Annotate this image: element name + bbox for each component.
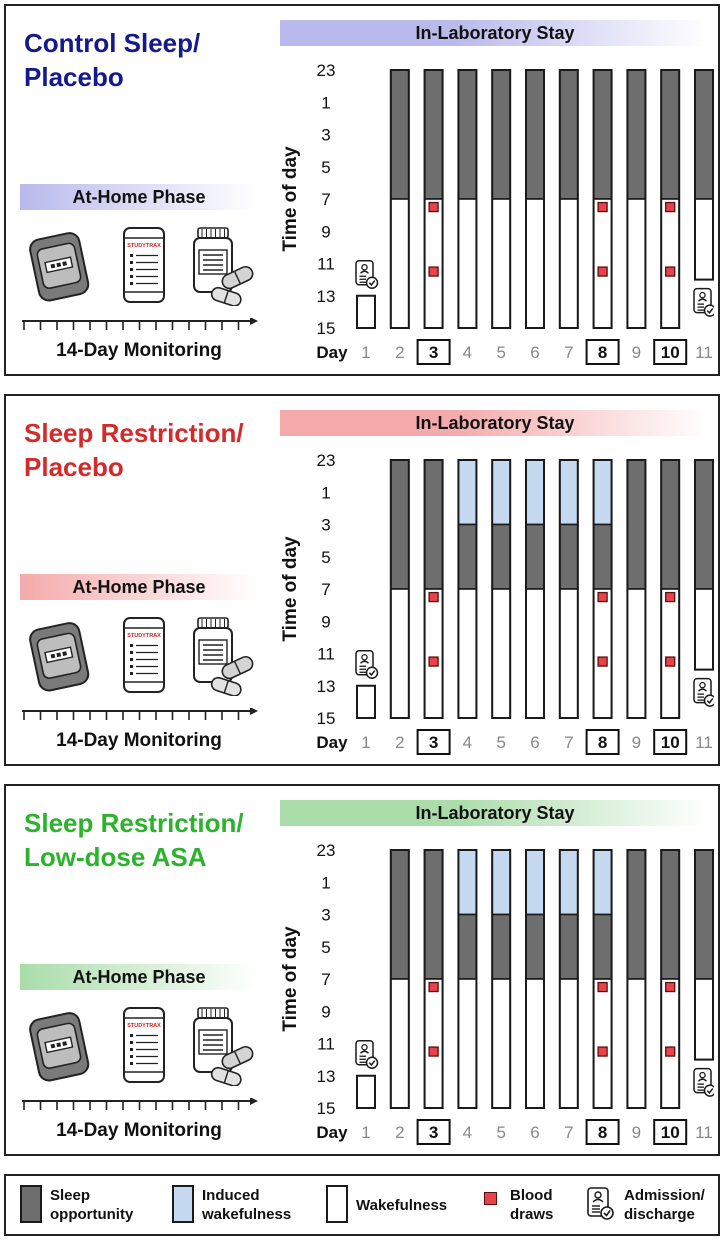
wake-segment: [695, 589, 713, 670]
sleep-segment: [425, 460, 443, 589]
admission-icon: [586, 1186, 614, 1222]
discharge-icon: [694, 679, 714, 707]
day-label: 1: [361, 1123, 371, 1142]
day-column: [391, 850, 409, 1108]
legend: [4, 1174, 720, 1236]
sleep-segment: [492, 70, 510, 199]
in-laboratory-stay-banner: In-Laboratory Stay: [280, 410, 710, 436]
sleep-segment: [492, 525, 510, 590]
condition-title-line2: Placebo: [24, 62, 124, 92]
sleep-segment: [458, 70, 476, 199]
day-label: 1: [361, 343, 371, 362]
day-label: 5: [496, 343, 506, 362]
legend-sleep-label: Sleep opportunity: [50, 1187, 134, 1223]
wake-segment: [627, 199, 645, 328]
wake-segment: [560, 979, 578, 1108]
y-tick-label: 15: [316, 319, 336, 338]
wake-segment: [391, 979, 409, 1108]
day-column: [594, 70, 612, 328]
condition-title: [24, 26, 200, 94]
day-column: [391, 460, 409, 718]
schedule-chart: [270, 52, 714, 368]
legend-blood-swatch: [484, 1192, 497, 1205]
pill-bottle-icon: [194, 618, 255, 696]
y-tick-label: 3: [321, 905, 331, 925]
sleep-segment: [526, 70, 544, 199]
monitoring-label: 14-Day Monitoring: [56, 340, 222, 361]
sleep-segment: [627, 850, 645, 979]
day-label: 4: [462, 733, 473, 752]
legend-wake-label: Wakefulness: [356, 1197, 448, 1214]
pill-bottle-icon: [194, 1008, 255, 1086]
sleep-segment: [594, 915, 612, 980]
day-label: 4: [462, 1123, 473, 1142]
day-label: 3: [428, 343, 439, 362]
schedule-chart: [270, 832, 714, 1148]
blood-draw-marker: [429, 203, 438, 212]
sleep-segment: [695, 850, 713, 979]
day-label: 8: [597, 1123, 608, 1142]
day-column: [357, 1076, 375, 1108]
discharge-icon: [694, 1069, 714, 1097]
y-tick-label: 7: [321, 580, 331, 599]
day-column: [458, 460, 476, 718]
induced-segment: [594, 850, 612, 915]
day-label: 2: [395, 1123, 405, 1142]
day-label: 3: [428, 1123, 439, 1142]
day-label: 8: [597, 343, 608, 362]
induced-segment: [526, 460, 544, 525]
wake-segment: [492, 199, 510, 328]
wake-segment: [661, 589, 679, 718]
wake-segment: [695, 199, 713, 280]
sleep-segment: [425, 850, 443, 979]
y-tick-label: 5: [321, 937, 331, 957]
blood-draw-marker: [429, 657, 438, 666]
admission-icon: [356, 261, 378, 289]
day-column: [425, 70, 443, 328]
sleep-segment: [695, 70, 713, 199]
day-label: 3: [428, 733, 439, 752]
day-column: [391, 70, 409, 328]
app-name: STUDYTRAX: [127, 633, 161, 639]
wake-segment: [458, 979, 476, 1108]
legend-induced-label: Induced wakefulness: [202, 1187, 292, 1223]
sleep-segment: [560, 70, 578, 199]
induced-segment: [458, 460, 476, 525]
monitoring-label: 14-Day Monitoring: [56, 730, 222, 751]
y-tick-label: 13: [316, 1066, 336, 1086]
day-label: 6: [530, 343, 540, 362]
condition-title: [24, 416, 244, 484]
day-label: 8: [597, 733, 608, 752]
wake-segment: [425, 199, 443, 328]
blood-draw-marker: [429, 593, 438, 602]
y-tick-label: 1: [321, 483, 331, 503]
sleep-segment: [627, 70, 645, 199]
induced-segment: [458, 850, 476, 915]
y-tick-label: 3: [321, 125, 331, 145]
blood-draw-marker: [598, 657, 607, 666]
sleep-segment: [594, 525, 612, 590]
day-axis-title: Day: [316, 733, 348, 752]
day-label: 9: [631, 343, 642, 362]
y-tick-label: 5: [321, 547, 331, 567]
day-label: 10: [660, 1123, 680, 1142]
y-tick-label: 13: [316, 286, 336, 306]
day-column: [695, 70, 713, 280]
legend-induced-swatch: [172, 1185, 194, 1223]
panel-restriction-asa: [4, 784, 720, 1156]
day-column: [627, 850, 645, 1108]
wake-segment: [357, 1076, 375, 1108]
pill-bottle-icon: [194, 228, 255, 306]
panel-control: [4, 4, 720, 376]
sleep-segment: [560, 915, 578, 980]
in-laboratory-stay-banner: In-Laboratory Stay: [280, 20, 710, 46]
y-tick-label: 9: [321, 612, 331, 632]
day-label: 7: [564, 733, 574, 752]
wake-segment: [391, 589, 409, 718]
discharge-icon: [694, 289, 714, 317]
wake-segment: [492, 589, 510, 718]
day-axis-title: Day: [316, 1123, 348, 1142]
day-axis-title: Day: [316, 343, 348, 362]
at-home-phase-banner: At-Home Phase: [20, 574, 258, 600]
sleep-segment: [594, 70, 612, 199]
at-home-phase-banner: At-Home Phase: [20, 964, 258, 990]
blood-draw-marker: [598, 203, 607, 212]
sleep-segment: [661, 850, 679, 979]
day-column: [661, 70, 679, 328]
wake-segment: [425, 589, 443, 718]
wake-segment: [526, 979, 544, 1108]
admission-icon: [356, 1041, 378, 1069]
wake-segment: [695, 979, 713, 1060]
induced-segment: [560, 460, 578, 525]
day-column: [526, 70, 544, 328]
at-home-icons: [22, 616, 262, 696]
sleep-segment: [627, 460, 645, 589]
condition-title-line1: Sleep Restriction/: [24, 418, 244, 448]
wake-segment: [357, 686, 375, 718]
day-label: 2: [395, 343, 405, 362]
wake-segment: [526, 589, 544, 718]
day-column: [492, 850, 510, 1108]
y-axis-label: Time of day: [280, 146, 301, 252]
wake-segment: [560, 589, 578, 718]
day-column: [526, 850, 544, 1108]
induced-segment: [492, 460, 510, 525]
blood-draw-marker: [666, 593, 675, 602]
day-column: [627, 70, 645, 328]
blood-draw-marker: [429, 983, 438, 992]
y-tick-label: 23: [316, 61, 336, 80]
sleep-segment: [458, 915, 476, 980]
blood-draw-marker: [598, 593, 607, 602]
day-column: [594, 850, 612, 1108]
sleep-segment: [492, 915, 510, 980]
y-tick-label: 15: [316, 1099, 336, 1118]
y-tick-label: 9: [321, 222, 331, 242]
y-tick-label: 13: [316, 676, 336, 696]
y-tick-label: 7: [321, 190, 331, 209]
sleep-segment: [526, 525, 544, 590]
sleep-segment: [661, 70, 679, 199]
day-label: 6: [530, 733, 540, 752]
blood-draw-marker: [598, 1047, 607, 1056]
wake-segment: [661, 979, 679, 1108]
induced-segment: [594, 460, 612, 525]
actigraphy-device-icon: [28, 1011, 90, 1082]
day-label: 4: [462, 343, 473, 362]
y-tick-label: 3: [321, 515, 331, 535]
day-label: 6: [530, 1123, 540, 1142]
day-column: [458, 850, 476, 1108]
sleep-segment: [458, 525, 476, 590]
admission-icon: [356, 651, 378, 679]
day-label: 10: [660, 343, 680, 362]
legend-sleep-swatch: [20, 1185, 42, 1223]
sleep-segment: [391, 70, 409, 199]
actigraphy-device-icon: [28, 231, 90, 302]
day-column: [661, 460, 679, 718]
day-column: [492, 460, 510, 718]
monitoring-timeline: [20, 1098, 260, 1114]
day-label: 11: [695, 733, 713, 752]
panel-restriction-placebo: [4, 394, 720, 766]
sleep-segment: [560, 525, 578, 590]
y-tick-label: 7: [321, 970, 331, 989]
wake-segment: [661, 199, 679, 328]
schedule-chart: [270, 442, 714, 758]
day-column: [458, 70, 476, 328]
sleep-segment: [526, 915, 544, 980]
condition-title-line2: Low-dose ASA: [24, 842, 207, 872]
induced-segment: [492, 850, 510, 915]
day-column: [627, 460, 645, 718]
y-tick-label: 9: [321, 1002, 331, 1022]
y-tick-label: 15: [316, 709, 336, 728]
day-column: [425, 460, 443, 718]
y-tick-label: 11: [317, 254, 335, 274]
condition-title: [24, 806, 244, 874]
blood-draw-marker: [666, 203, 675, 212]
phone-app-icon: [124, 1008, 164, 1082]
y-tick-label: 5: [321, 157, 331, 177]
phone-app-icon: [124, 618, 164, 692]
wake-segment: [458, 199, 476, 328]
day-label: 9: [631, 1123, 642, 1142]
day-label: 5: [496, 733, 506, 752]
condition-title-line2: Placebo: [24, 452, 124, 482]
induced-segment: [560, 850, 578, 915]
day-label: 1: [361, 733, 371, 752]
y-tick-label: 23: [316, 451, 336, 470]
y-tick-label: 1: [321, 93, 331, 113]
day-column: [560, 70, 578, 328]
day-label: 7: [564, 1123, 574, 1142]
blood-draw-marker: [666, 983, 675, 992]
day-column: [695, 460, 713, 670]
legend-wake-swatch: [326, 1185, 348, 1223]
day-column: [526, 460, 544, 718]
monitoring-timeline: [20, 708, 260, 724]
blood-draw-marker: [429, 1047, 438, 1056]
day-column: [661, 850, 679, 1108]
day-label: 5: [496, 1123, 506, 1142]
condition-title-line1: Control Sleep/: [24, 28, 201, 58]
monitoring-label: 14-Day Monitoring: [56, 1120, 222, 1141]
wake-segment: [594, 589, 612, 718]
day-column: [492, 70, 510, 328]
day-column: [357, 296, 375, 328]
wake-segment: [492, 979, 510, 1108]
y-tick-label: 11: [317, 1034, 335, 1054]
blood-draw-marker: [666, 267, 675, 276]
day-label: 11: [695, 1123, 713, 1142]
wake-segment: [627, 979, 645, 1108]
day-label: 7: [564, 343, 574, 362]
monitoring-timeline: [20, 318, 260, 334]
day-column: [357, 686, 375, 718]
y-axis-label: Time of day: [280, 926, 301, 1032]
sleep-segment: [425, 70, 443, 199]
wake-segment: [594, 199, 612, 328]
day-label: 2: [395, 733, 405, 752]
y-tick-label: 11: [317, 644, 335, 664]
actigraphy-device-icon: [28, 621, 90, 692]
wake-segment: [627, 589, 645, 718]
wake-segment: [594, 979, 612, 1108]
legend-blood-label: Blood draws: [510, 1187, 554, 1223]
day-label: 9: [631, 733, 642, 752]
blood-draw-marker: [666, 657, 675, 666]
app-name: STUDYTRAX: [127, 1023, 161, 1029]
day-label: 11: [695, 343, 713, 362]
wake-segment: [560, 199, 578, 328]
day-column: [425, 850, 443, 1108]
wake-segment: [526, 199, 544, 328]
wake-segment: [458, 589, 476, 718]
y-tick-label: 1: [321, 873, 331, 893]
y-tick-label: 23: [316, 841, 336, 860]
blood-draw-marker: [429, 267, 438, 276]
blood-draw-marker: [598, 983, 607, 992]
wake-segment: [357, 296, 375, 328]
blood-draw-marker: [598, 267, 607, 276]
sleep-segment: [661, 460, 679, 589]
sleep-segment: [391, 850, 409, 979]
app-name: STUDYTRAX: [127, 243, 161, 249]
blood-draw-marker: [666, 1047, 675, 1056]
day-column: [560, 460, 578, 718]
day-column: [695, 850, 713, 1060]
at-home-phase-banner: At-Home Phase: [20, 184, 258, 210]
induced-segment: [526, 850, 544, 915]
in-laboratory-stay-banner: In-Laboratory Stay: [280, 800, 710, 826]
day-column: [594, 460, 612, 718]
phone-app-icon: [124, 228, 164, 302]
wake-segment: [391, 199, 409, 328]
at-home-icons: [22, 226, 262, 306]
day-label: 10: [660, 733, 680, 752]
sleep-segment: [391, 460, 409, 589]
day-column: [560, 850, 578, 1108]
legend-admission-label: Admission/ discharge: [624, 1187, 705, 1223]
wake-segment: [425, 979, 443, 1108]
at-home-icons: [22, 1006, 262, 1086]
y-axis-label: Time of day: [280, 536, 301, 642]
condition-title-line1: Sleep Restriction/: [24, 808, 244, 838]
sleep-segment: [695, 460, 713, 589]
